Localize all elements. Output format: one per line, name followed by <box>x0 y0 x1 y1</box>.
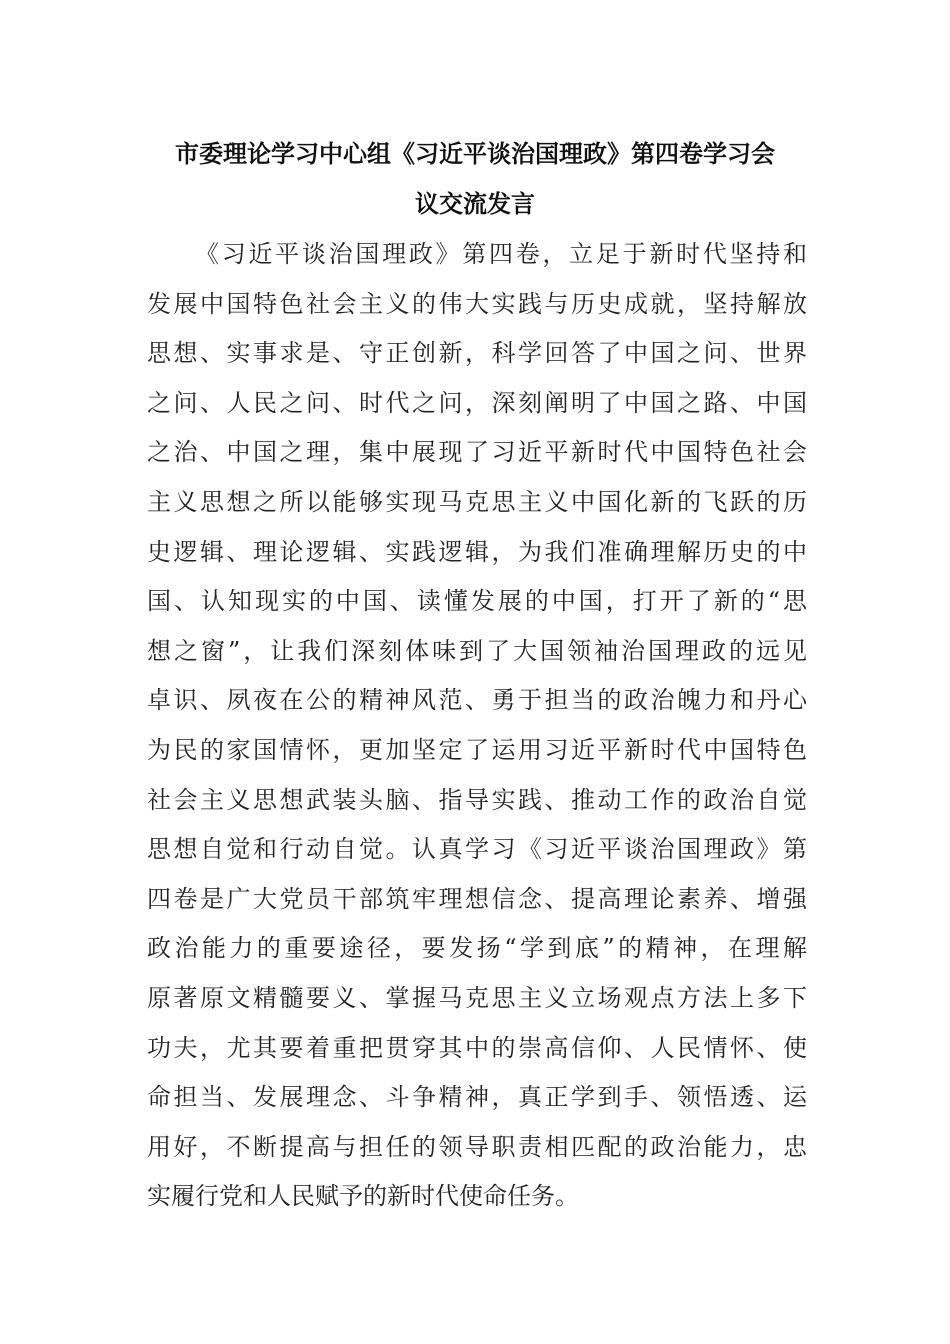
body-line-5: 之治、中国之理，集中展现了习近平新时代中国特色社会 <box>147 438 807 467</box>
body-line-9: 想之窗”，让我们深刻体味到了大国领袖治国理政的远见 <box>147 636 807 665</box>
body-line-1: 《习近平谈治国理政》第四卷，立足于新时代坚持和 <box>195 240 807 268</box>
body-line-19: 用好，不断提高与担任的领导职责相匹配的政治能力，忠 <box>147 1132 807 1161</box>
body-line-20: 实履行党和人民赋予的新时代使命任务。 <box>147 1182 579 1211</box>
body-line-12: 社会主义思想武装头脑、指导实践、推动工作的政治自觉 <box>147 785 807 814</box>
document-body <box>147 230 807 1222</box>
body-line-18: 命担当、发展理念、斗争精神，真正学到手、领悟透、运 <box>147 1083 807 1112</box>
body-line-6: 主义思想之所以能够实现马克思主义中国化新的飞跃的历 <box>147 487 807 516</box>
body-line-13: 思想自觉和行动自觉。认真学习《习近平谈治国理政》第 <box>147 835 807 864</box>
body-line-14: 四卷是广大党员干部筑牢理想信念、提高理论素养、增强 <box>147 884 807 913</box>
body-line-17: 功夫，尤其要着重把贯穿其中的崇高信仰、人民情怀、使 <box>147 1033 807 1062</box>
document-title-line-2: 议交流发言 <box>415 190 535 218</box>
body-line-7: 史逻辑、理论逻辑、实践逻辑，为我们准确理解历史的中 <box>147 537 807 566</box>
body-line-2: 发展中国特色社会主义的伟大实践与历史成就，坚持解放 <box>147 289 807 318</box>
body-line-4: 之问、人民之问、时代之问，深刻阐明了中国之路、中国 <box>147 388 807 417</box>
body-line-3: 思想、实事求是、守正创新，科学回答了中国之问、世界 <box>147 339 807 368</box>
body-line-15: 政治能力的重要途径，要发扬“学到底”的精神，在理解 <box>147 934 807 963</box>
body-line-11: 为民的家国情怀，更加坚定了运用习近平新时代中国特色 <box>147 735 807 764</box>
body-line-16: 原著原文精髓要义、掌握马克思主义立场观点方法上多下 <box>147 983 807 1012</box>
body-line-8: 国、认知现实的中国、读懂发展的中国，打开了新的“思 <box>147 587 807 616</box>
document-title-line-1: 市委理论学习中心组《习近平谈治国理政》第四卷学习会 <box>175 140 775 168</box>
body-line-10: 卓识、夙夜在公的精神风范、勇于担当的政治魄力和丹心 <box>147 686 807 715</box>
